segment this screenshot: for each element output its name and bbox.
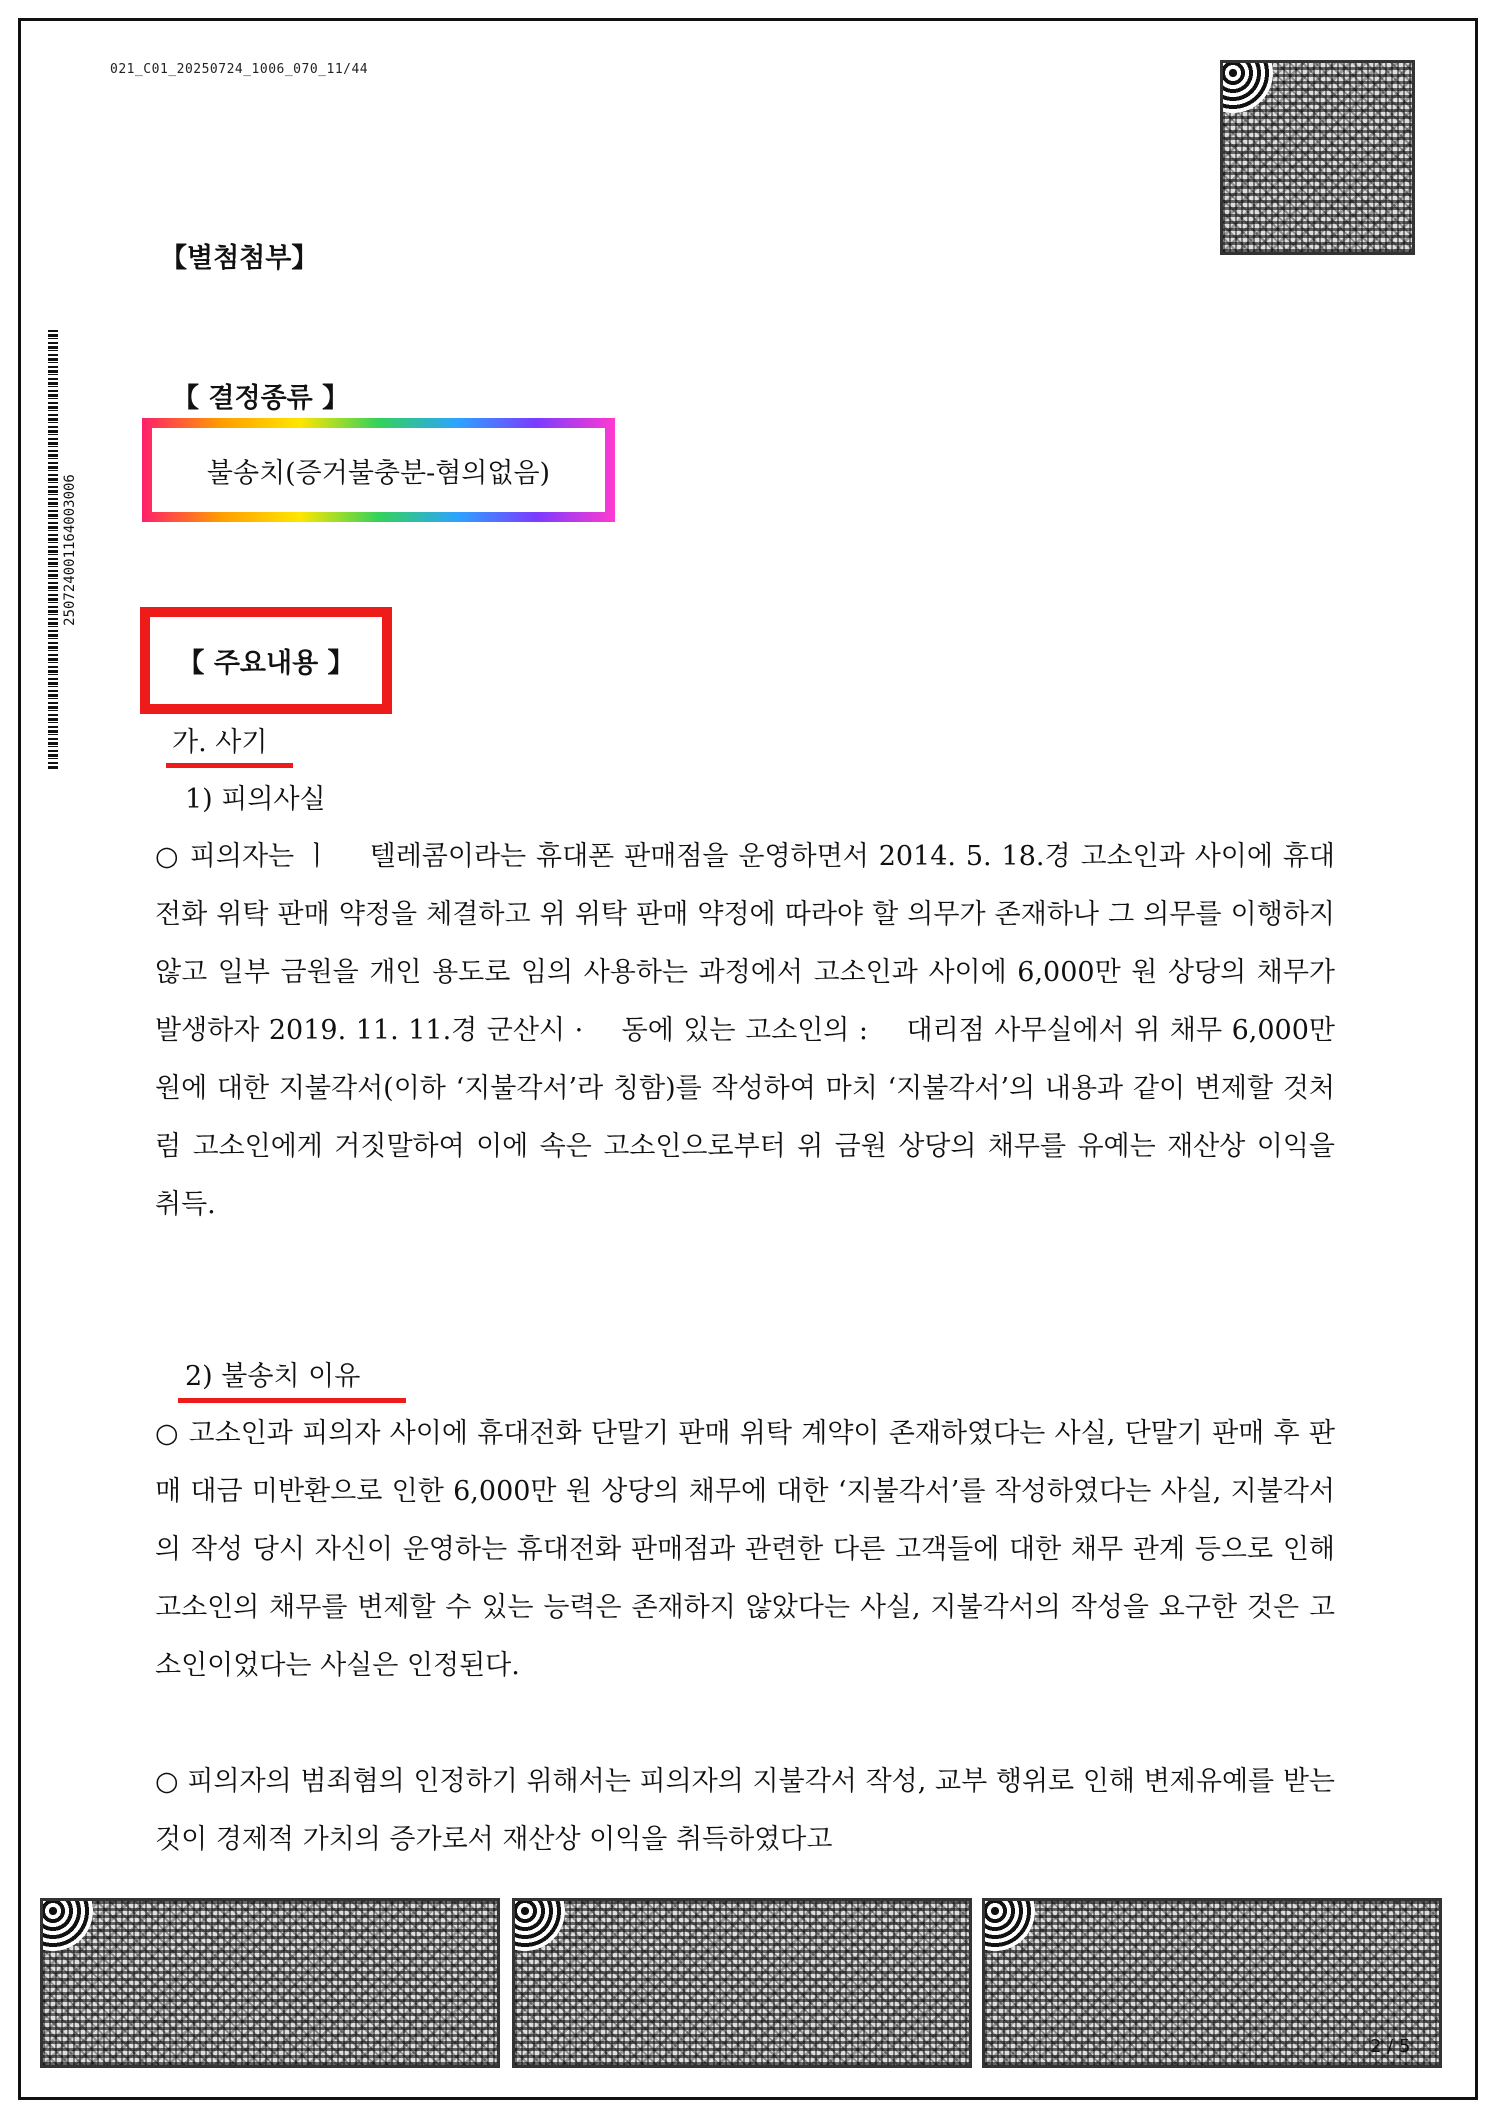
barcode-number: 250724001164003006 xyxy=(62,474,78,626)
paragraph-non-referral-reason: ○ 고소인과 피의자 사이에 휴대전화 단말기 판매 위탁 계약이 존재하였다는 사실, 단말기 판매 후 판매 대금 미반환으로 인한 6,000만 원 상당의 채무에 대한 ‘지불각서’를 작성하였다는 사실, 지불각서의 작성 당시 자신이 운영하는 휴대전화 판매점과 관련한 다른 고객들에 대한 채무 관계 등으로 인해 고소인의 채무를 변제할 수 있는 능력은 존재하지 않았다는 사실, 지불각서의 작성을 요구한 것은 고소인이었다는 사실은 인정된다. xyxy=(155,1418,1335,1681)
page-number: 2 / 5 xyxy=(1370,2036,1411,2057)
document-id: 021_C01_20250724_1006_070_11/44 xyxy=(110,62,369,77)
barcode-image xyxy=(48,330,58,770)
attachment-label: 【별첨첨부】 xyxy=(160,243,319,274)
qr-code-image xyxy=(1220,60,1415,255)
red-underline xyxy=(166,763,293,768)
section-heading-fraud: 가. 사기 xyxy=(172,727,268,758)
subheading-suspected-facts: 1) 피의사실 xyxy=(185,784,326,815)
qr-code-image xyxy=(512,1898,972,2068)
subheading-non-referral-reason: 2) 불송치 이유 xyxy=(185,1361,361,1392)
decision-type-label: 【 결정종류 】 xyxy=(172,383,350,414)
qr-code-image xyxy=(40,1898,500,2068)
main-content-highlight-box xyxy=(140,607,392,714)
main-content-label: 【 주요내용 】 xyxy=(177,648,355,679)
red-underline xyxy=(178,1398,406,1403)
paragraph-criminal-charge: ○ 피의자의 범죄혐의 인정하기 위해서는 피의자의 지불각서 작성, 교부 행위로 인해 변제유예를 받는 것이 경제적 가치의 증가로서 재산상 이익을 취득하였다고 xyxy=(155,1766,1335,1855)
decision-highlight-box xyxy=(142,418,615,522)
decision-value: 불송치(증거불충분-혐의없음) xyxy=(152,428,605,512)
paragraph-suspected-facts: ○ 피의자는 ㅣ 텔레콤이라는 휴대폰 판매점을 운영하면서 2014. 5. 18.경 고소인과 사이에 휴대전화 위탁 판매 약정을 체결하고 위 위탁 판매 약정에 따라야 할 의무가 존재하나 그 의무를 이행하지 않고 일부 금원을 개인 용도로 임의 사용하는 과정에서 고소인과 사이에 6,000만 원 상당의 채무가 발생하자 2019. 11. 11.경 군산시 · 동에 있는 고소인의 : 대리점 사무실에서 위 채무 6,000만 원에 대한 지불각서(이하 ‘지불각서’라 칭함)를 작성하여 마치 ‘지불각서’의 내용과 같이 변제할 것처럼 고소인에게 거짓말하여 이에 속은 고소인으로부터 위 금원 상당의 채무를 유예는 재산상 이익을 취득. xyxy=(155,841,1335,1220)
